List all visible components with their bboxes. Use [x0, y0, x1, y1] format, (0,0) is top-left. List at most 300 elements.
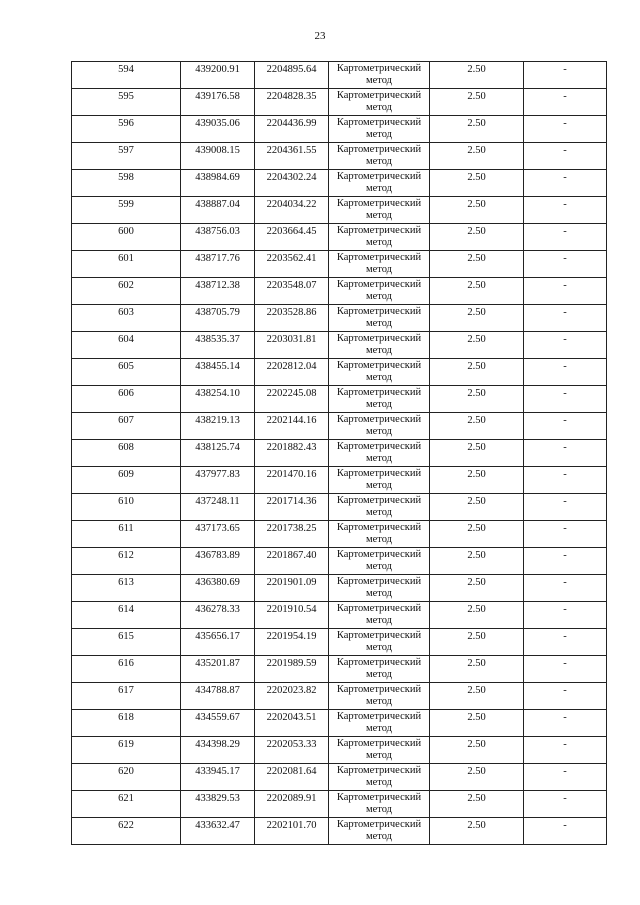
accuracy-cell	[430, 386, 524, 413]
accuracy-cell	[430, 629, 524, 656]
method-cell-text: Картометрический метод	[336, 387, 422, 410]
point-number-cell-text: 616	[118, 658, 134, 669]
method-cell-text: Картометрический метод	[336, 495, 422, 518]
method-cell-text: Картометрический метод	[336, 603, 422, 626]
method-cell-text: Картометрический метод	[336, 630, 422, 653]
point-number-cell-text: 617	[118, 685, 134, 696]
x-coordinate-cell	[181, 467, 255, 494]
note-cell-text: -	[563, 523, 567, 534]
method-cell-text: Картометрический метод	[336, 738, 422, 761]
note-cell-text: -	[563, 739, 567, 750]
x-coordinate-cell-text: 435656.17	[195, 631, 240, 642]
accuracy-cell-text: 2.50	[467, 118, 486, 129]
note-cell-text: -	[563, 442, 567, 453]
method-cell-text: Картометрический метод	[336, 198, 422, 221]
coordinates-table-body	[72, 62, 607, 845]
x-coordinate-cell-text: 439035.06	[195, 118, 240, 129]
method-cell	[329, 170, 430, 197]
point-number-cell	[72, 359, 181, 386]
table-row	[72, 602, 607, 629]
point-number-cell-text: 618	[118, 712, 134, 723]
method-cell-text: Картометрический метод	[336, 468, 422, 491]
method-cell-text: Картометрический метод	[336, 63, 422, 86]
point-number-cell-text: 601	[118, 253, 134, 264]
y-coordinate-cell-text: 2204828.35	[266, 91, 317, 102]
accuracy-cell	[430, 143, 524, 170]
method-cell	[329, 656, 430, 683]
x-coordinate-cell	[181, 548, 255, 575]
accuracy-cell-text: 2.50	[467, 658, 486, 669]
x-coordinate-cell	[181, 818, 255, 845]
y-coordinate-cell	[255, 440, 329, 467]
method-cell	[329, 89, 430, 116]
table-row	[72, 683, 607, 710]
y-coordinate-cell-text: 2201910.54	[266, 604, 317, 615]
point-number-cell-text: 619	[118, 739, 134, 750]
note-cell-text: -	[563, 64, 567, 75]
y-coordinate-cell-text: 2203031.81	[266, 334, 317, 345]
note-cell-text: -	[563, 91, 567, 102]
note-cell	[524, 683, 607, 710]
note-cell	[524, 710, 607, 737]
x-coordinate-cell	[181, 764, 255, 791]
table-row	[72, 764, 607, 791]
accuracy-cell	[430, 197, 524, 224]
accuracy-cell	[430, 656, 524, 683]
y-coordinate-cell-text: 2201470.16	[266, 469, 317, 480]
method-cell-text: Картометрический метод	[336, 765, 422, 788]
y-coordinate-cell-text: 2201867.40	[266, 550, 317, 561]
note-cell	[524, 818, 607, 845]
method-cell	[329, 548, 430, 575]
method-cell	[329, 710, 430, 737]
accuracy-cell-text: 2.50	[467, 631, 486, 642]
point-number-cell	[72, 764, 181, 791]
point-number-cell-text: 621	[118, 793, 134, 804]
table-row	[72, 791, 607, 818]
accuracy-cell-text: 2.50	[467, 226, 486, 237]
method-cell-text: Картометрический метод	[336, 117, 422, 140]
x-coordinate-cell	[181, 251, 255, 278]
note-cell-text: -	[563, 469, 567, 480]
y-coordinate-cell-text: 2203548.07	[266, 280, 317, 291]
x-coordinate-cell	[181, 197, 255, 224]
y-coordinate-cell-text: 2201882.43	[266, 442, 317, 453]
table-row	[72, 575, 607, 602]
note-cell	[524, 359, 607, 386]
accuracy-cell	[430, 683, 524, 710]
method-cell-text: Картометрический метод	[336, 657, 422, 680]
accuracy-cell-text: 2.50	[467, 172, 486, 183]
x-coordinate-cell-text: 436278.33	[195, 604, 240, 615]
x-coordinate-cell-text: 438705.79	[195, 307, 240, 318]
table-row	[72, 305, 607, 332]
point-number-cell	[72, 737, 181, 764]
note-cell	[524, 305, 607, 332]
accuracy-cell	[430, 548, 524, 575]
accuracy-cell-text: 2.50	[467, 712, 486, 723]
point-number-cell-text: 613	[118, 577, 134, 588]
note-cell-text: -	[563, 631, 567, 642]
x-coordinate-cell	[181, 683, 255, 710]
note-cell	[524, 413, 607, 440]
note-cell	[524, 89, 607, 116]
method-cell-text: Картометрический метод	[336, 144, 422, 167]
accuracy-cell	[430, 413, 524, 440]
x-coordinate-cell	[181, 791, 255, 818]
x-coordinate-cell-text: 435201.87	[195, 658, 240, 669]
point-number-cell	[72, 224, 181, 251]
note-cell-text: -	[563, 253, 567, 264]
method-cell	[329, 440, 430, 467]
point-number-cell	[72, 386, 181, 413]
y-coordinate-cell	[255, 62, 329, 89]
x-coordinate-cell	[181, 332, 255, 359]
note-cell	[524, 602, 607, 629]
x-coordinate-cell-text: 437173.65	[195, 523, 240, 534]
table-row	[72, 818, 607, 845]
y-coordinate-cell	[255, 143, 329, 170]
accuracy-cell	[430, 602, 524, 629]
y-coordinate-cell	[255, 386, 329, 413]
note-cell-text: -	[563, 199, 567, 210]
table-row	[72, 440, 607, 467]
method-cell	[329, 143, 430, 170]
table-row	[72, 656, 607, 683]
y-coordinate-cell	[255, 197, 329, 224]
x-coordinate-cell	[181, 440, 255, 467]
accuracy-cell-text: 2.50	[467, 415, 486, 426]
point-number-cell-text: 614	[118, 604, 134, 615]
y-coordinate-cell-text: 2202245.08	[266, 388, 317, 399]
note-cell	[524, 332, 607, 359]
x-coordinate-cell	[181, 521, 255, 548]
method-cell-text: Картометрический метод	[336, 414, 422, 437]
note-cell	[524, 116, 607, 143]
accuracy-cell	[430, 278, 524, 305]
x-coordinate-cell-text: 436783.89	[195, 550, 240, 561]
accuracy-cell	[430, 440, 524, 467]
accuracy-cell-text: 2.50	[467, 604, 486, 615]
point-number-cell	[72, 602, 181, 629]
point-number-cell	[72, 413, 181, 440]
y-coordinate-cell	[255, 764, 329, 791]
point-number-cell	[72, 197, 181, 224]
method-cell	[329, 521, 430, 548]
point-number-cell	[72, 791, 181, 818]
y-coordinate-cell-text: 2201989.59	[266, 658, 317, 669]
note-cell	[524, 224, 607, 251]
point-number-cell	[72, 143, 181, 170]
table-row	[72, 629, 607, 656]
point-number-cell	[72, 494, 181, 521]
x-coordinate-cell-text: 438254.10	[195, 388, 240, 399]
note-cell-text: -	[563, 388, 567, 399]
y-coordinate-cell	[255, 629, 329, 656]
method-cell	[329, 575, 430, 602]
table-row	[72, 710, 607, 737]
accuracy-cell-text: 2.50	[467, 523, 486, 534]
point-number-cell	[72, 170, 181, 197]
note-cell	[524, 170, 607, 197]
accuracy-cell-text: 2.50	[467, 793, 486, 804]
x-coordinate-cell	[181, 386, 255, 413]
x-coordinate-cell-text: 438535.37	[195, 334, 240, 345]
note-cell-text: -	[563, 415, 567, 426]
page-number: 23	[314, 30, 326, 42]
table-row	[72, 116, 607, 143]
point-number-cell-text: 594	[118, 64, 134, 75]
x-coordinate-cell	[181, 629, 255, 656]
note-cell-text: -	[563, 226, 567, 237]
accuracy-cell-text: 2.50	[467, 199, 486, 210]
note-cell-text: -	[563, 712, 567, 723]
y-coordinate-cell	[255, 305, 329, 332]
point-number-cell	[72, 629, 181, 656]
x-coordinate-cell	[181, 224, 255, 251]
point-number-cell	[72, 251, 181, 278]
x-coordinate-cell-text: 433829.53	[195, 793, 240, 804]
point-number-cell	[72, 710, 181, 737]
accuracy-cell	[430, 62, 524, 89]
note-cell	[524, 737, 607, 764]
note-cell	[524, 494, 607, 521]
accuracy-cell	[430, 170, 524, 197]
x-coordinate-cell	[181, 575, 255, 602]
y-coordinate-cell-text: 2203562.41	[266, 253, 317, 264]
accuracy-cell	[430, 359, 524, 386]
x-coordinate-cell	[181, 494, 255, 521]
note-cell	[524, 440, 607, 467]
table-row	[72, 548, 607, 575]
y-coordinate-cell	[255, 467, 329, 494]
table-row	[72, 467, 607, 494]
note-cell	[524, 656, 607, 683]
x-coordinate-cell	[181, 305, 255, 332]
table-row	[72, 494, 607, 521]
method-cell	[329, 737, 430, 764]
note-cell	[524, 386, 607, 413]
x-coordinate-cell	[181, 62, 255, 89]
point-number-cell-text: 603	[118, 307, 134, 318]
coordinates-table	[71, 61, 607, 845]
y-coordinate-cell-text: 2204361.55	[266, 145, 317, 156]
y-coordinate-cell-text: 2202043.51	[266, 712, 317, 723]
x-coordinate-cell	[181, 413, 255, 440]
method-cell	[329, 224, 430, 251]
x-coordinate-cell	[181, 89, 255, 116]
method-cell	[329, 764, 430, 791]
table-row	[72, 143, 607, 170]
accuracy-cell	[430, 224, 524, 251]
method-cell	[329, 62, 430, 89]
y-coordinate-cell	[255, 710, 329, 737]
table-row	[72, 197, 607, 224]
point-number-cell-text: 608	[118, 442, 134, 453]
note-cell	[524, 278, 607, 305]
y-coordinate-cell-text: 2202053.33	[266, 739, 317, 750]
method-cell-text: Картометрический метод	[336, 441, 422, 464]
method-cell	[329, 494, 430, 521]
table-row	[72, 359, 607, 386]
x-coordinate-cell-text: 438219.13	[195, 415, 240, 426]
point-number-cell	[72, 278, 181, 305]
method-cell-text: Картометрический метод	[336, 225, 422, 248]
note-cell-text: -	[563, 361, 567, 372]
method-cell-text: Картометрический метод	[336, 684, 422, 707]
point-number-cell	[72, 656, 181, 683]
y-coordinate-cell-text: 2201714.36	[266, 496, 317, 507]
method-cell	[329, 629, 430, 656]
accuracy-cell-text: 2.50	[467, 739, 486, 750]
note-cell-text: -	[563, 280, 567, 291]
y-coordinate-cell	[255, 737, 329, 764]
accuracy-cell	[430, 791, 524, 818]
method-cell	[329, 791, 430, 818]
x-coordinate-cell-text: 438455.14	[195, 361, 240, 372]
x-coordinate-cell-text: 438717.76	[195, 253, 240, 264]
accuracy-cell-text: 2.50	[467, 388, 486, 399]
method-cell-text: Картометрический метод	[336, 90, 422, 113]
point-number-cell	[72, 89, 181, 116]
y-coordinate-cell-text: 2203528.86	[266, 307, 317, 318]
note-cell	[524, 521, 607, 548]
y-coordinate-cell	[255, 683, 329, 710]
note-cell	[524, 197, 607, 224]
point-number-cell-text: 600	[118, 226, 134, 237]
y-coordinate-cell-text: 2204034.22	[266, 199, 317, 210]
table-row	[72, 737, 607, 764]
method-cell-text: Картометрический метод	[336, 711, 422, 734]
x-coordinate-cell	[181, 710, 255, 737]
point-number-cell	[72, 521, 181, 548]
point-number-cell-text: 620	[118, 766, 134, 777]
point-number-cell-text: 609	[118, 469, 134, 480]
accuracy-cell	[430, 305, 524, 332]
x-coordinate-cell-text: 436380.69	[195, 577, 240, 588]
y-coordinate-cell-text: 2202089.91	[266, 793, 317, 804]
accuracy-cell-text: 2.50	[467, 496, 486, 507]
accuracy-cell-text: 2.50	[467, 91, 486, 102]
accuracy-cell	[430, 737, 524, 764]
accuracy-cell-text: 2.50	[467, 550, 486, 561]
method-cell-text: Картометрический метод	[336, 576, 422, 599]
x-coordinate-cell	[181, 359, 255, 386]
method-cell	[329, 278, 430, 305]
point-number-cell-text: 602	[118, 280, 134, 291]
y-coordinate-cell-text: 2204895.64	[266, 64, 317, 75]
y-coordinate-cell-text: 2204436.99	[266, 118, 317, 129]
accuracy-cell-text: 2.50	[467, 334, 486, 345]
table-row	[72, 224, 607, 251]
y-coordinate-cell	[255, 278, 329, 305]
x-coordinate-cell-text: 434788.87	[195, 685, 240, 696]
note-cell	[524, 467, 607, 494]
table-row	[72, 332, 607, 359]
note-cell	[524, 629, 607, 656]
y-coordinate-cell-text: 2202023.82	[266, 685, 317, 696]
y-coordinate-cell	[255, 791, 329, 818]
y-coordinate-cell	[255, 656, 329, 683]
method-cell	[329, 332, 430, 359]
accuracy-cell-text: 2.50	[467, 442, 486, 453]
table-row	[72, 413, 607, 440]
point-number-cell-text: 612	[118, 550, 134, 561]
point-number-cell-text: 611	[118, 523, 134, 534]
x-coordinate-cell	[181, 737, 255, 764]
method-cell-text: Картометрический метод	[336, 819, 422, 842]
method-cell-text: Картометрический метод	[336, 549, 422, 572]
table-row	[72, 278, 607, 305]
accuracy-cell	[430, 764, 524, 791]
note-cell-text: -	[563, 685, 567, 696]
method-cell	[329, 467, 430, 494]
x-coordinate-cell-text: 439176.58	[195, 91, 240, 102]
point-number-cell	[72, 467, 181, 494]
accuracy-cell-text: 2.50	[467, 280, 486, 291]
y-coordinate-cell	[255, 413, 329, 440]
x-coordinate-cell	[181, 656, 255, 683]
x-coordinate-cell-text: 434398.29	[195, 739, 240, 750]
note-cell-text: -	[563, 172, 567, 183]
y-coordinate-cell	[255, 116, 329, 143]
table-row	[72, 170, 607, 197]
accuracy-cell	[430, 494, 524, 521]
y-coordinate-cell-text: 2201738.25	[266, 523, 317, 534]
x-coordinate-cell	[181, 143, 255, 170]
x-coordinate-cell	[181, 278, 255, 305]
method-cell	[329, 818, 430, 845]
accuracy-cell-text: 2.50	[467, 253, 486, 264]
accuracy-cell-text: 2.50	[467, 820, 486, 831]
point-number-cell-text: 607	[118, 415, 134, 426]
point-number-cell	[72, 305, 181, 332]
point-number-cell	[72, 116, 181, 143]
accuracy-cell-text: 2.50	[467, 307, 486, 318]
point-number-cell	[72, 818, 181, 845]
point-number-cell	[72, 683, 181, 710]
accuracy-cell	[430, 467, 524, 494]
note-cell	[524, 143, 607, 170]
accuracy-cell	[430, 116, 524, 143]
method-cell	[329, 197, 430, 224]
note-cell-text: -	[563, 793, 567, 804]
point-number-cell-text: 597	[118, 145, 134, 156]
table-row	[72, 251, 607, 278]
y-coordinate-cell-text: 2202081.64	[266, 766, 317, 777]
point-number-cell-text: 622	[118, 820, 134, 831]
method-cell	[329, 251, 430, 278]
table-row	[72, 62, 607, 89]
x-coordinate-cell-text: 438125.74	[195, 442, 240, 453]
method-cell	[329, 359, 430, 386]
note-cell-text: -	[563, 766, 567, 777]
x-coordinate-cell-text: 439200.91	[195, 64, 240, 75]
point-number-cell	[72, 332, 181, 359]
point-number-cell-text: 604	[118, 334, 134, 345]
x-coordinate-cell-text: 438984.69	[195, 172, 240, 183]
method-cell-text: Картометрический метод	[336, 279, 422, 302]
accuracy-cell-text: 2.50	[467, 766, 486, 777]
point-number-cell-text: 615	[118, 631, 134, 642]
accuracy-cell	[430, 332, 524, 359]
x-coordinate-cell-text: 433945.17	[195, 766, 240, 777]
note-cell-text: -	[563, 604, 567, 615]
y-coordinate-cell	[255, 494, 329, 521]
y-coordinate-cell	[255, 224, 329, 251]
accuracy-cell-text: 2.50	[467, 64, 486, 75]
note-cell-text: -	[563, 577, 567, 588]
